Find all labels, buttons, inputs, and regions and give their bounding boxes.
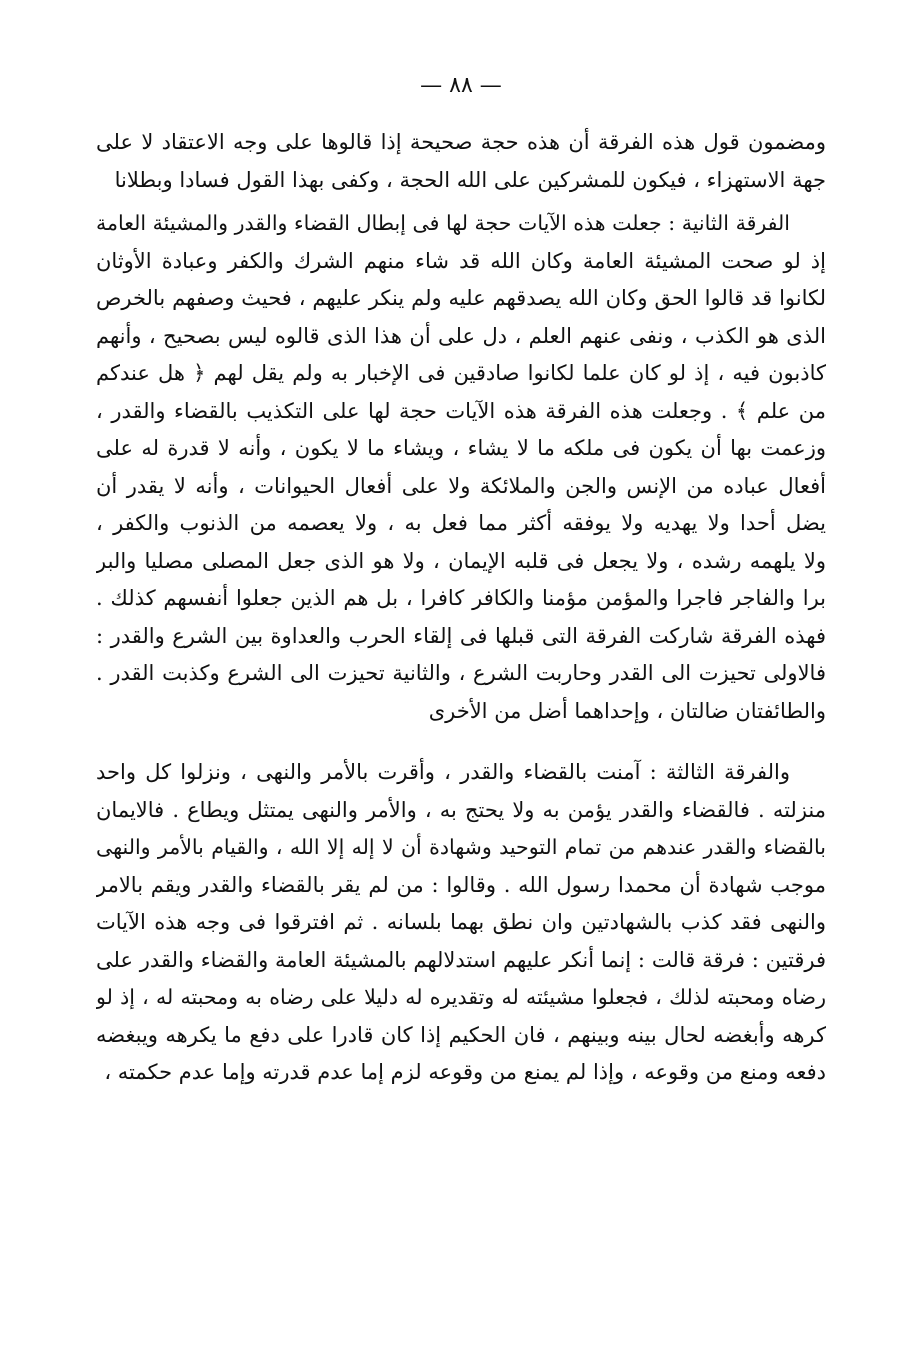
- text-line: فهذه الفرقة شاركت الفرقة التى قبلها فى إلقاء الحرب والعداوة بين الشرع والقدر :: [96, 623, 826, 648]
- paragraph-gap: [96, 730, 826, 754]
- text-line: الذى هو الكذب ، ونفى عنهم العلم ، دل على أن هذا الذى قالوه ليس بصحيح ، وأنهم: [96, 323, 826, 348]
- text-line: بالقضاء والقدر عندهم من تمام التوحيد وشهادة أن لا إله إلا الله ، والقيام بالأمر والنهى: [96, 835, 826, 859]
- text-line: والنهى فقد كذب بالشهادتين وان نطق بهما بلسانه . ثم افترقوا فى وجه هذه الآيات: [96, 910, 826, 934]
- text-line: أفعال عباده من الإنس والجن والملائكة ولا على أفعال الحيوانات ، وأنه لا يقدر أن: [96, 473, 826, 498]
- page-number: — ٨٨ —: [420, 73, 502, 98]
- text-line: برا والفاجر فاجرا والمؤمن مؤمنا والكافر كافرا ، بل هم الذين جعلوا أنفسهم كذلك .: [96, 586, 826, 610]
- text-line: منزلته . فالقضاء والقدر يؤمن به ولا يحتج به ، والأمر والنهى يمتثل ويطاع . فالايمان: [96, 797, 826, 822]
- paragraph-3: [96, 754, 826, 1092]
- text-line: الفرقة الثانية : جعلت هذه الآيات حجة لها فى إبطال القضاء والقدر والمشيئة العامة: [96, 211, 790, 235]
- document-page: [96, 64, 826, 1304]
- text-line: ومضمون قول هذه الفرقة أن هذه حجة صحيحة إذا قالوها على وجه الاعتقاد لا على: [96, 130, 826, 154]
- text-line: موجب شهادة أن محمدا رسول الله . وقالوا : من لم يقر بالقضاء والقدر ويقم بالامر: [96, 872, 826, 897]
- text-line: كرهه وأبغضه لحال بينه وبينهم ، فان الحكيم إذا كان قادرا على دفع ما يكرهه ويبغضه: [96, 1022, 826, 1047]
- paragraph-1: [96, 124, 826, 199]
- text-line: فالاولى تحيزت الى القدر وحاربت الشرع ، والثانية تحيزت الى الشرع وكذبت القدر .: [96, 661, 826, 685]
- text-line: إذ لو صحت المشيئة العامة وكان الله قد شاء منهم الشرك والكفر وعبادة الأوثان: [96, 248, 826, 273]
- text-line: وزعمت بها أن يكون فى ملكه ما لا يشاء ، ويشاء ما لا يكون ، وأنه لا قدرة له على: [96, 436, 826, 460]
- text-line: ولا يلهمه رشده ، ولا يجعل فى قلبه الإيمان ، ولا هو الذى جعل المصلى مصليا والبر: [96, 548, 826, 573]
- text-line: دفعه ومنع من وقوعه ، وإذا لم يمنع من وقوعه لزم إما عدم قدرته وإما عدم حكمته ،: [104, 1060, 826, 1084]
- text-line: والفرقة الثالثة : آمنت بالقضاء والقدر ، وأقرت بالأمر والنهى ، ونزلوا كل واحد: [96, 760, 790, 784]
- text-line: والطائفتان ضالتان ، وإحداهما أضل من الأخرى: [428, 698, 826, 723]
- text-line: كاذبون فيه ، إذ لو كان علما لكانوا صادقين فى الإخبار به ولم يقل لهم ﴿ هل عندكم: [96, 361, 826, 385]
- text-line: فرقتين : فرقة قالت : إنما أنكر عليهم استدلالهم بالمشيئة العامة والقضاء والقدر على: [96, 947, 826, 972]
- text-line: يضل أحدا ولا يهديه ولا يوفقه أكثر مما فعل به ، ولا يعصمه من الذنوب والكفر ،: [96, 511, 826, 535]
- paragraph-2: [96, 205, 826, 730]
- text-line: رضاه ومحبته لذلك ، فجعلوا مشيئته له وتقديره له دليلا على رضاه به ومحبته له ، إذ لو: [96, 985, 826, 1009]
- text-line: جهة الاستهزاء ، فيكون للمشركين على الله الحجة ، وكفى بهذا القول فسادا وبطلانا: [114, 167, 826, 192]
- text-line: من علم ﴾ . وجعلت هذه الفرقة هذه الآيات حجة لها على التكذيب بالقضاء والقدر ،: [96, 398, 826, 423]
- text-line: لكانوا قد قالوا الحق وكان الله يصدقهم عليه ولم ينكر عليهم ، فحيث وصفهم بالخرص: [96, 286, 826, 310]
